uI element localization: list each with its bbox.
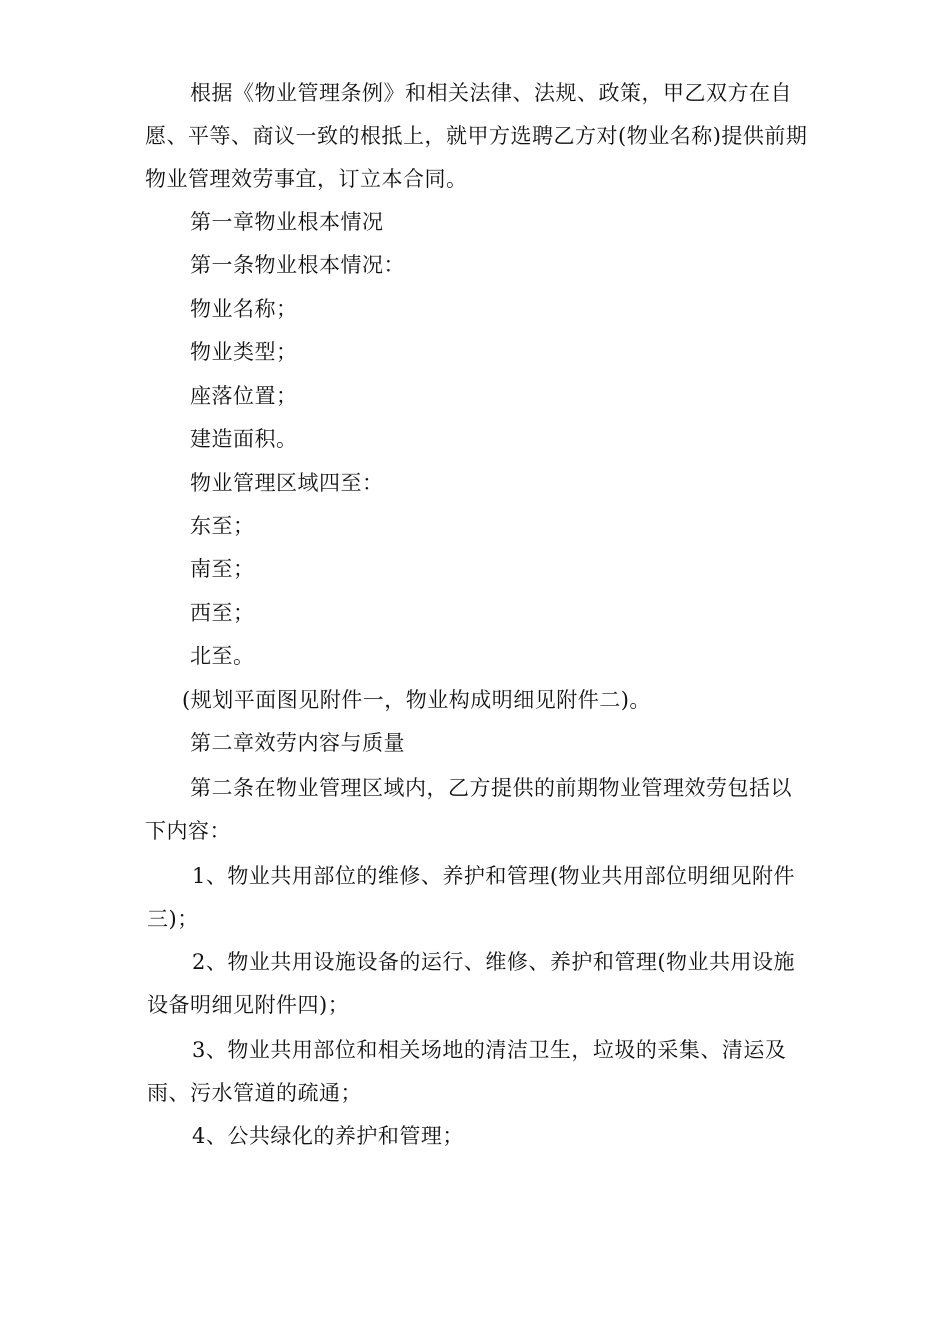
boundary-heading: 物业管理区域四至： — [190, 471, 384, 495]
service-item-3: 3、物业共用部位和相关场地的清洁卫生，垃圾的采集、清运及雨、污水管道的疏通； — [147, 1038, 787, 1105]
intro-paragraph: 根据《物业管理条例》和相关法律、法规、政策，甲乙双方在自愿、平等、商议一致的根抵上，就甲方选聘乙方对(物业名称)提供前期物业管理效劳事宜，订立本合同。 — [145, 81, 808, 191]
service-item-2: 2、物业共用设施设备的运行、维修、养护和管理(物业共用设施设备明细见附件四)； — [147, 950, 796, 1017]
service-item-1: 1、物业共用部位的维修、养护和管理(物业共用部位明细见附件三)； — [147, 864, 796, 931]
location-line: 座落位置； — [190, 384, 298, 408]
property-name-line: 物业名称； — [190, 297, 298, 321]
west-boundary-line: 西至； — [190, 601, 255, 625]
article-1-heading: 第一条物业根本情况： — [190, 253, 405, 277]
south-boundary-line: 南至； — [190, 557, 255, 581]
property-type-line: 物业类型； — [190, 340, 298, 364]
chapter-2-heading: 第二章效劳内容与质量 — [190, 731, 405, 755]
east-boundary-line: 东至； — [190, 514, 255, 538]
attachment-note: (规划平面图见附件一，物业构成明细见附件二)。 — [182, 688, 651, 712]
article-2-paragraph: 第二条在物业管理区域内，乙方提供的前期物业管理效劳包括以下内容： — [145, 776, 792, 843]
north-boundary-line: 北至。 — [190, 644, 255, 668]
chapter-1-heading: 第一章物业根本情况 — [190, 210, 384, 234]
building-area-line: 建造面积。 — [190, 427, 298, 451]
service-item-4: 4、公共绿化的养护和管理； — [192, 1124, 464, 1148]
